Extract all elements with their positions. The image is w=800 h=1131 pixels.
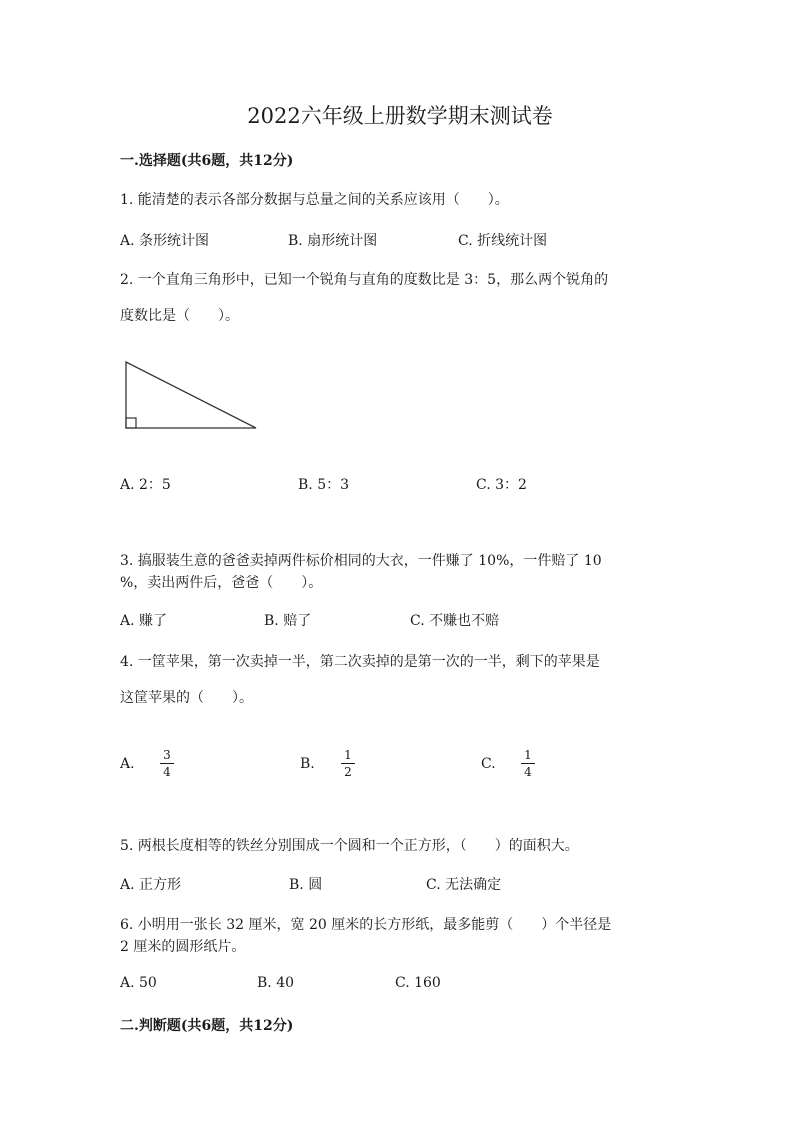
question-6-line-2: 2 厘米的圆形纸片。 (120, 939, 246, 955)
question-4-line-2: 这筐苹果的（ ）。 (120, 690, 253, 706)
question-6-line-1: 6. 小明用一张长 32 厘米，宽 20 厘米的长方形纸，最多能剪（ ）个半径是 (120, 917, 612, 933)
q4-option-b-denominator: 2 (344, 765, 352, 779)
section-heading-choice: 一.选择题(共6题，共12分) (120, 153, 294, 169)
question-5-text: 5. 两根长度相等的铁丝分别围成一个圆和一个正方形，（ ）的面积大。 (120, 838, 579, 854)
q2-option-a: A. 2：5 (120, 477, 171, 493)
question-2-line-2: 度数比是（ ）。 (120, 308, 239, 324)
q4-option-a-label: A. (120, 756, 135, 772)
question-3-line-2: %，卖出两件后，爸爸（ ）。 (120, 575, 323, 591)
page-title: 2022六年级上册数学期末测试卷 (247, 104, 553, 128)
q3-option-c: C. 不赚也不赔 (410, 613, 500, 629)
q2-option-b: B. 5：3 (298, 477, 350, 493)
q6-option-b: B. 40 (257, 975, 295, 991)
q1-option-c: C. 折线统计图 (458, 233, 548, 249)
question-4-line-1: 4. 一筐苹果，第一次卖掉一半，第二次卖掉的是第一次的一半，剩下的苹果是 (120, 654, 600, 670)
q5-option-a: A. 正方形 (120, 877, 182, 893)
q5-option-c: C. 无法确定 (426, 877, 502, 893)
triangle-shape (126, 362, 256, 428)
q6-option-a: A. 50 (120, 975, 157, 991)
right-triangle-figure (118, 358, 264, 434)
q4-option-b-numerator: 1 (341, 748, 355, 764)
q4-option-a-denominator: 4 (163, 765, 171, 779)
right-angle-marker (126, 418, 136, 428)
q1-option-b: B. 扇形统计图 (288, 233, 378, 249)
q4-option-c-denominator: 4 (524, 765, 532, 779)
question-3-line-1: 3. 搞服装生意的爸爸卖掉两件标价相同的大衣，一件赚了 10%，一件赔了 10 (120, 553, 602, 569)
q4-option-a-numerator: 3 (160, 748, 174, 764)
q4-option-a-fraction (160, 748, 174, 779)
section-heading-true-false: 二.判断题(共6题，共12分) (120, 1018, 294, 1034)
q1-option-a: A. 条形统计图 (120, 233, 210, 249)
q3-option-b: B. 赔了 (264, 613, 312, 629)
question-2-line-1: 2. 一个直角三角形中，已知一个锐角与直角的度数比是 3：5，那么两个锐角的 (120, 272, 609, 288)
q4-option-b-fraction (341, 748, 355, 779)
q4-option-b-label: B. (300, 756, 315, 772)
q5-option-b: B. 圆 (289, 877, 323, 893)
q6-option-c: C. 160 (395, 975, 441, 991)
q4-option-c-fraction (521, 748, 535, 779)
q2-option-c: C. 3：2 (476, 477, 527, 493)
q4-option-c-label: C. (481, 756, 496, 772)
q4-option-c-numerator: 1 (521, 748, 535, 764)
q3-option-a: A. 赚了 (120, 613, 168, 629)
question-1-text: 1. 能清楚的表示各部分数据与总量之间的关系应该用（ ）。 (120, 192, 509, 208)
